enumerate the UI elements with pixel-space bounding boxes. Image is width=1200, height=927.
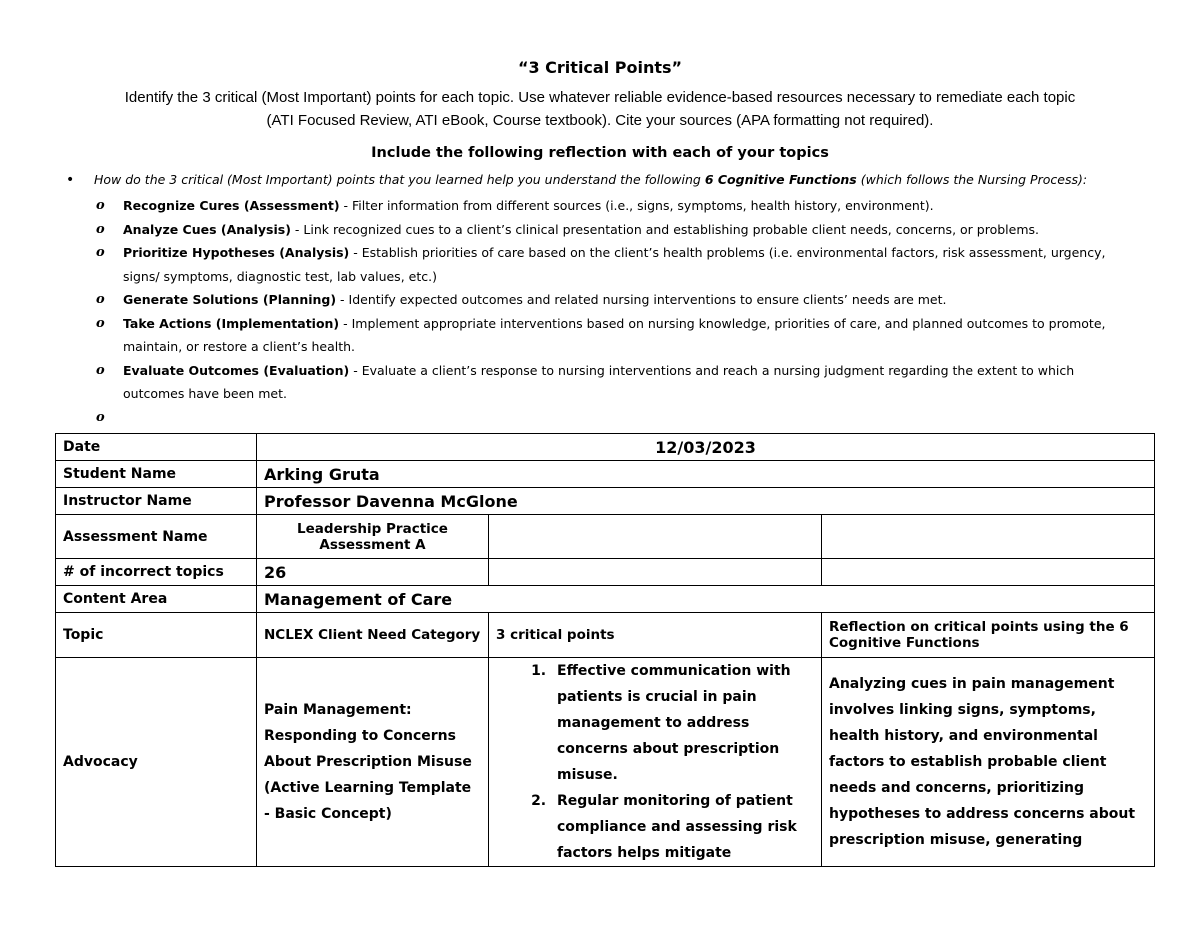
incorrect-label: # of incorrect topics [56, 559, 257, 586]
function-desc: - Establish priorities of care based on the client’s health problems (i.e. environmental factors, risk assessment, urgency, signs/ symptoms, diagnostic test, lab values, etc.) [123, 245, 1106, 284]
function-desc: - Evaluate a client’s response to nursing interventions and reach a nursing judgment regarding the extent to which outcomes have been met. [123, 362, 1075, 401]
function-name: Prioritize Hypotheses (Analysis) [123, 245, 350, 260]
bullet-marker: • [66, 172, 75, 188]
function-desc: - Link recognized cues to a client’s clinical presentation and establishing probable client needs, concerns, or problems. [290, 221, 1039, 237]
sub-marker: o [96, 221, 105, 237]
question-bold-text: 6 Cognitive Functions [704, 172, 857, 187]
critical-point: 2. Regular monitoring of patient compliance and assessing risk factors helps mitigate [551, 788, 814, 866]
function-item [96, 288, 1106, 312]
table-row-date [56, 434, 1155, 461]
table-row-incorrect [56, 559, 1155, 586]
assessment-label: Assessment Name [56, 515, 257, 559]
question-tail-text: (which follows the Nursing Process): [856, 172, 1088, 187]
function-name: Generate Solutions (Planning) [123, 292, 337, 307]
sub-marker: o [96, 245, 105, 260]
table-row-student [56, 461, 1155, 488]
page-title: “3 Critical Points” [517, 58, 683, 77]
function-item [96, 241, 1106, 288]
content-value: Management of Care [257, 586, 1155, 613]
function-name: Evaluate Outcomes (Evaluation) [123, 362, 350, 378]
sub-marker: o [96, 315, 105, 331]
sub-marker: o [96, 292, 105, 307]
sub-marker: o [96, 409, 105, 425]
date-value: 12/03/2023 [257, 434, 1155, 461]
student-label: Student Name [56, 461, 257, 488]
empty-cell [822, 515, 1155, 559]
empty-cell [489, 559, 822, 586]
assessment-value: Leadership Practice Assessment A [257, 515, 489, 559]
date-label: Date [56, 434, 257, 461]
col-topic: Topic [56, 613, 257, 658]
function-desc: - Filter information from different sources (i.e., signs, symptoms, health history, environment). [339, 198, 934, 213]
sub-marker: o [96, 198, 105, 213]
function-name: Recognize Cures (Assessment) [123, 198, 340, 213]
assessment-table [55, 433, 1155, 867]
critical-points-list [496, 658, 814, 866]
function-desc: - Identify expected outcomes and related nursing interventions to ensure clients’ needs are met. [336, 292, 947, 307]
intro-paragraph [60, 86, 1140, 132]
table-row-assessment [56, 515, 1155, 559]
table-row-content [56, 586, 1155, 613]
content-label: Content Area [56, 586, 257, 613]
intro-line-1: Identify the 3 critical (Most Important) points for each topic. Use whatever reliable evidence-based resources necessary to remediate each topic [124, 89, 1076, 106]
function-item [96, 194, 1106, 218]
question-text: How do the 3 critical (Most Important) points that you learned help you understand the following [94, 172, 705, 187]
col-reflection: Reflection on critical points using the 6 Cognitive Functions [822, 613, 1155, 658]
function-item [96, 359, 1106, 406]
intro-line-2: (ATI Focused Review, ATI eBook, Course textbook). Cite your sources (APA formatting not required). [266, 112, 934, 129]
topic-cell: Advocacy [56, 658, 257, 867]
empty-cell [489, 515, 822, 559]
instructor-label: Instructor Name [56, 488, 257, 515]
sub-marker: o [96, 362, 105, 378]
function-item [96, 312, 1106, 359]
reflection-subheading: Include the following reflection with each of your topics [371, 145, 829, 161]
critical-point: 1. Effective communication with patients is crucial in pain management to address concerns about prescription misuse. [551, 658, 814, 788]
reflection-cell: Analyzing cues in pain management involves linking signs, symptoms, health history, and environmental factors to establish probable client needs and concerns, prioritizing hypotheses to address concerns about prescription misuse, generating [822, 658, 1155, 867]
empty-cell [822, 559, 1155, 586]
reflection-question [66, 172, 1087, 188]
function-item [96, 218, 1106, 242]
function-name: Take Actions (Implementation) [123, 315, 340, 331]
table-header-row [56, 613, 1155, 658]
category-cell: Pain Management: Responding to Concerns About Prescription Misuse (Active Learning Template - Basic Concept) [257, 658, 489, 867]
incorrect-value: 26 [257, 559, 489, 586]
student-value: Arking Gruta [257, 461, 1155, 488]
table-row-instructor [56, 488, 1155, 515]
function-name: Analyze Cues (Analysis) [123, 221, 291, 237]
col-points: 3 critical points [489, 613, 822, 658]
col-category: NCLEX Client Need Category [257, 613, 489, 658]
instructor-value: Professor Davenna McGlone [257, 488, 1155, 515]
points-cell [489, 658, 822, 867]
cognitive-functions-list [96, 194, 1106, 425]
function-desc: - Implement appropriate interventions based on nursing knowledge, priorities of care, and planned outcomes to promote, maintain, or restore a client’s health. [123, 315, 1106, 354]
table-row-topic [56, 658, 1155, 867]
